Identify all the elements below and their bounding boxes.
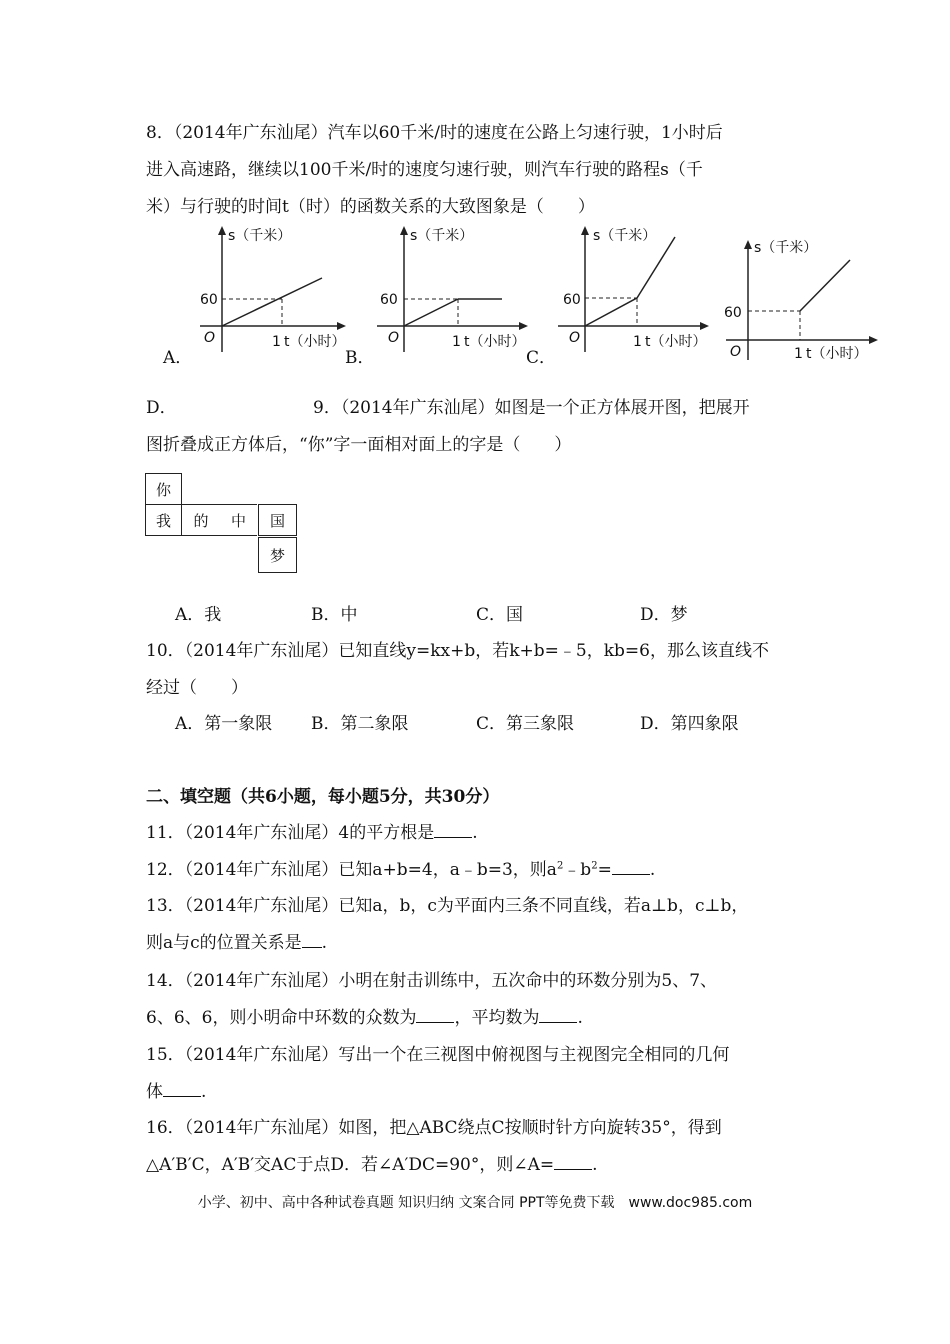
q10-option-b: B．第二象限 [311, 714, 409, 734]
graph-c-xlabel: t（小时） [645, 334, 707, 350]
q10-option-c: C．第三象限 [476, 714, 575, 734]
net-cell-zhong: 中 [220, 504, 257, 536]
net-cell-meng: 梦 [258, 537, 297, 573]
graph-d-xlabel: t（小时） [806, 346, 868, 362]
graph-b-xlabel: t（小时） [464, 334, 526, 350]
q15-line2: 体 . [146, 1082, 207, 1102]
q10-line2: 经过（ ） [146, 678, 248, 698]
net-cell-ni: 你 [145, 473, 182, 505]
q15-blank [163, 1080, 201, 1097]
graph-d [722, 232, 897, 367]
q15-line1: 15．（2014年广东汕尾）写出一个在三视图中俯视图与主视图完全相同的几何 [146, 1045, 730, 1065]
option-d-label: D． [146, 398, 177, 418]
graph-c-ytick: 60 [563, 292, 581, 308]
q16-blank [554, 1153, 592, 1170]
graph-a-xlabel: t（小时） [284, 334, 346, 350]
graph-c [553, 222, 723, 357]
option-c-label: C． [526, 348, 557, 368]
net-cell-guo: 国 [258, 504, 297, 536]
q9-line2: 图折叠成正方体后，“你”字一面相对面上的字是（ ） [146, 435, 572, 455]
q10-option-d: D．第四象限 [640, 714, 739, 734]
q12-text: 12．（2014年广东汕尾）已知a+b=4，a﹣b=3，则a [146, 860, 557, 880]
graph-b-xtick: 1 [452, 334, 461, 350]
q9-option-a: A．我 [175, 605, 222, 625]
graph-b [372, 222, 542, 357]
graph-a [190, 222, 360, 357]
q12-mid: ﹣b [563, 860, 592, 880]
q14-line2: 6、6、6，则小明命中环数的众数为 ，平均数为 . [146, 1008, 583, 1028]
q9-option-d: D．梦 [640, 605, 688, 625]
q14-line1: 14．（2014年广东汕尾）小明在射击训练中，五次命中的环数分别为5、7、 [146, 971, 718, 991]
graph-b-ytick: 60 [380, 292, 398, 308]
graph-c-ylabel: s（千米） [593, 228, 657, 244]
q13-text: 则a与c的位置关系是 [146, 933, 302, 953]
q16-text: △A′B′C，A′B′交AC于点D．若∠A′DC=90°，则∠A= [146, 1155, 555, 1175]
q12-line: 12．（2014年广东汕尾）已知a+b=4，a﹣b=3，则$a^2﹣b^2=$ . [146, 860, 656, 880]
graph-d-xtick: 1 [794, 346, 803, 362]
q14-text-a: 6、6、6，则小明命中环数的众数为 [146, 1008, 417, 1028]
graph-a-ylabel: s（千米） [228, 228, 292, 244]
q12-end: = [597, 860, 612, 880]
q8-line3: 米）与行驶的时间t（时）的函数关系的大致图象是（ ） [146, 197, 595, 217]
q13-line2: 则a与c的位置关系是 . [146, 933, 328, 953]
graph-b-origin: O [388, 330, 400, 346]
graph-c-xtick: 1 [633, 334, 642, 350]
q14-blank-2 [539, 1006, 577, 1023]
q10-line1: 10．（2014年广东汕尾）已知直线y=kx+b，若k+b=﹣5，kb=6，那么该直线不 [146, 641, 769, 661]
q11-line: 11．（2014年广东汕尾）4的平方根是 . [146, 823, 478, 843]
q14-text-b: ，平均数为 [454, 1008, 540, 1028]
q14-blank-1 [416, 1006, 454, 1023]
graph-a-ytick: 60 [200, 292, 218, 308]
q9-line1: 9．（2014年广东汕尾）如图是一个正方体展开图，把展开 [313, 398, 750, 418]
q11-text: 11．（2014年广东汕尾）4的平方根是 [146, 823, 435, 843]
net-cell-wo: 我 [145, 504, 182, 536]
q9-option-b: B．中 [311, 605, 358, 625]
q10-option-a: A．第一象限 [175, 714, 273, 734]
q11-blank [434, 821, 472, 838]
graph-a-xtick: 1 [272, 334, 281, 350]
q13-line1: 13．（2014年广东汕尾）已知a，b，c为平面内三条不同直线，若a⊥b，c⊥b， [146, 896, 749, 916]
footer-text: 小学、初中、高中各种试卷真题 知识归纳 文案合同 PPT等免费下载 www.doc985.com [197, 1195, 753, 1211]
option-a-label: A． [163, 348, 193, 368]
option-b-label: B． [345, 348, 375, 368]
q13-blank [302, 931, 322, 948]
graph-d-ylabel: s（千米） [754, 240, 818, 256]
graph-b-ylabel: s（千米） [410, 228, 474, 244]
q15-text: 体 [146, 1082, 163, 1102]
graph-c-origin: O [569, 330, 581, 346]
graph-a-origin: O [204, 330, 216, 346]
q8-line1: 8．（2014年广东汕尾）汽车以60千米/时的速度在公路上匀速行驶，1小时后 [146, 123, 723, 143]
q9-option-c: C．国 [476, 605, 524, 625]
section2-heading: 二、填空题（共6小题，每小题5分，共30分） [146, 787, 500, 807]
net-cell-de: 的 [182, 504, 220, 536]
q12-blank [612, 858, 650, 875]
q8-line2: 进入高速路，继续以100千米/时的速度匀速行驶，则汽车行驶的路程s（千 [146, 160, 703, 180]
graph-d-origin: O [730, 344, 742, 360]
q16-line2: △A′B′C，A′B′交AC于点D．若∠A′DC=90°，则∠A= . [146, 1155, 598, 1175]
q16-line1: 16．（2014年广东汕尾）如图，把△ABC绕点C按顺时针方向旋转35°，得到 [146, 1118, 722, 1138]
graph-d-ytick: 60 [724, 305, 742, 321]
